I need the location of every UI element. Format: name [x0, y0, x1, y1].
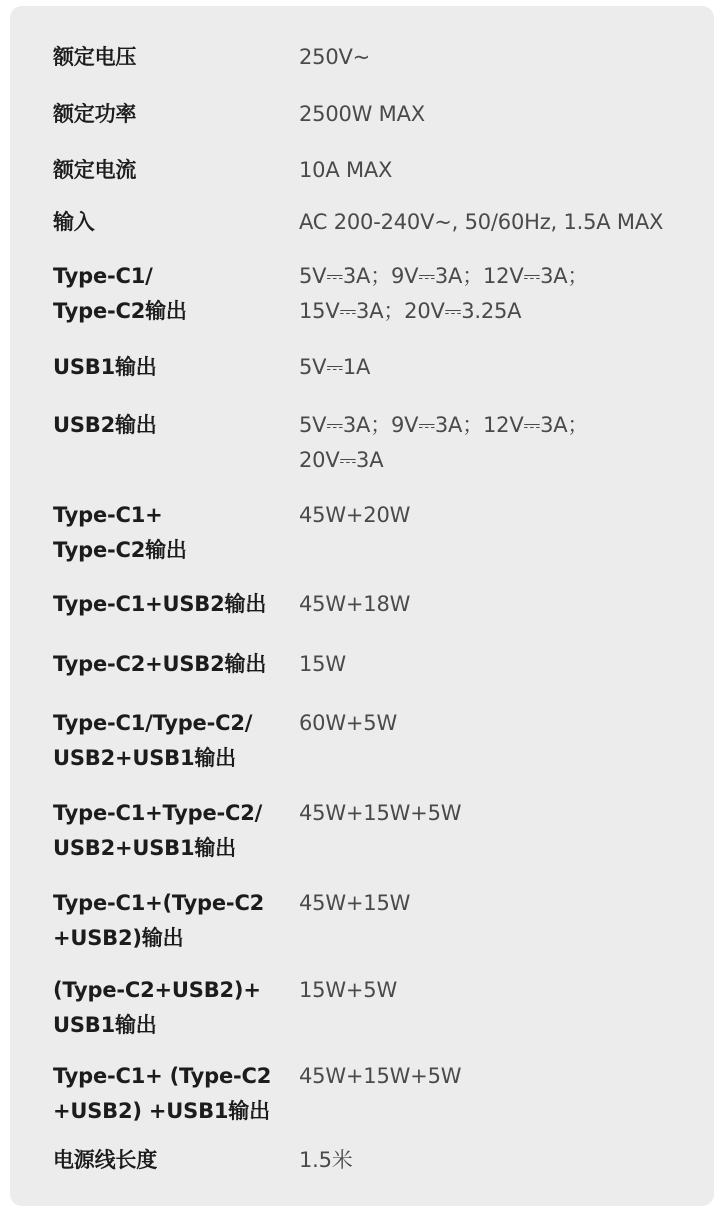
- spec-value: 2500W MAX: [299, 102, 425, 126]
- spec-label: (Type-C2+USB2)+ USB1输出: [53, 978, 261, 1037]
- spec-label: Type-C1+(Type-C2 +USB2)输出: [53, 891, 265, 950]
- spec-value: 250V~: [299, 45, 371, 69]
- spec-label: Type-C1+ Type-C2输出: [53, 503, 187, 562]
- spec-value: 45W+18W: [299, 592, 411, 616]
- spec-label: 额定功率: [53, 102, 137, 126]
- spec-value: AC 200-240V~, 50/60Hz, 1.5A MAX: [299, 210, 664, 234]
- spec-value: 15W: [299, 652, 346, 676]
- spec-label: USB2输出: [53, 413, 157, 437]
- spec-label: Type-C2+USB2输出: [53, 652, 267, 676]
- spec-value: 60W+5W: [299, 711, 398, 735]
- spec-label: 输入: [53, 210, 95, 234]
- spec-value: 45W+15W+5W: [299, 801, 462, 825]
- spec-label: USB1输出: [53, 355, 157, 379]
- spec-label: Type-C1+USB2输出: [53, 592, 267, 616]
- spec-label: 额定电压: [53, 45, 137, 69]
- spec-label: Type-C1+ (Type-C2 +USB2) +USB1输出: [53, 1064, 272, 1123]
- spec-value: 45W+20W: [299, 503, 411, 527]
- spec-label: Type-C1/Type-C2/ USB2+USB1输出: [53, 711, 253, 770]
- spec-value: 45W+15W: [299, 891, 411, 915]
- spec-value: 5V⎓1A: [299, 355, 371, 379]
- spec-label: 额定电流: [53, 158, 137, 182]
- spec-value: 10A MAX: [299, 158, 393, 182]
- spec-value: 1.5米: [299, 1148, 353, 1172]
- spec-table-card: [10, 6, 714, 1206]
- spec-value: 45W+15W+5W: [299, 1064, 462, 1088]
- spec-label: Type-C1+Type-C2/ USB2+USB1输出: [53, 801, 263, 860]
- spec-label: Type-C1/ Type-C2输出: [53, 264, 187, 323]
- spec-value: 15W+5W: [299, 978, 398, 1002]
- spec-value: 5V⎓3A；9V⎓3A；12V⎓3A； 20V⎓3A: [299, 413, 589, 472]
- spec-value: 5V⎓3A；9V⎓3A；12V⎓3A； 15V⎓3A；20V⎓3.25A: [299, 264, 589, 323]
- spec-label: 电源线长度: [53, 1148, 157, 1172]
